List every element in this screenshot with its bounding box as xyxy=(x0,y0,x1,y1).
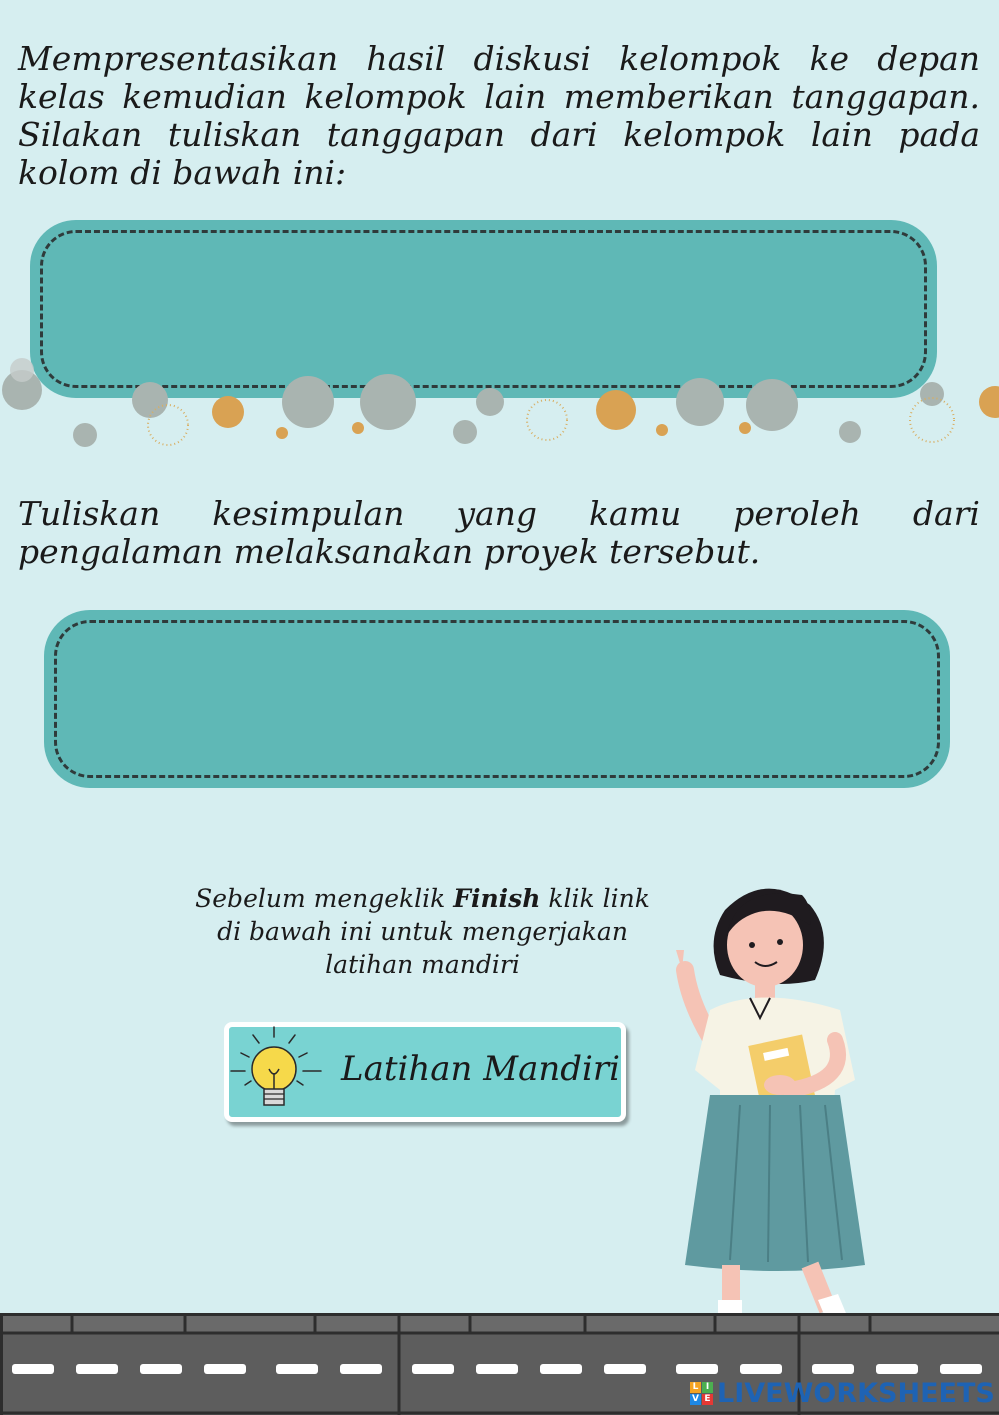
liveworksheets-logo xyxy=(690,1382,713,1405)
logo-letter: I xyxy=(702,1382,713,1393)
latihan-mandiri-link-button[interactable] xyxy=(224,1022,626,1122)
presentation-instruction: Mempresentasikan hasil diskusi kelompok ke depan kelas kemudian kelompok lain memberikan tanggapan. Silakan tuliskan tanggapan dari kelompok lain pada kolom di bawah ini: xyxy=(18,39,980,192)
conclusion-instruction: Tuliskan kesimpulan yang kamu peroleh dari pengalaman melaksanakan proyek tersebut. xyxy=(18,494,980,571)
note-text-before: Sebelum mengeklik xyxy=(195,884,454,913)
note-text-after: klik link di bawah ini untuk mengerjakan latihan mandiri xyxy=(217,884,650,979)
student-girl-illustration xyxy=(630,870,880,1350)
note-finish-bold: Finish xyxy=(453,884,541,913)
logo-letter: L xyxy=(690,1382,701,1393)
liveworksheets-brand: LIVEWORKSHEETS xyxy=(717,1377,995,1409)
latihan-mandiri-label[interactable]: Latihan Mandiri xyxy=(341,1049,621,1089)
conclusion-answer-box[interactable] xyxy=(44,610,950,788)
decorative-dots xyxy=(0,340,999,450)
logo-letter: V xyxy=(690,1394,701,1405)
conclusion-answer-dashed-border xyxy=(54,620,940,778)
lightbulb-icon xyxy=(229,1023,325,1119)
logo-letter: E xyxy=(702,1394,713,1405)
liveworksheets-watermark xyxy=(690,1376,995,1410)
finish-note xyxy=(190,882,655,981)
